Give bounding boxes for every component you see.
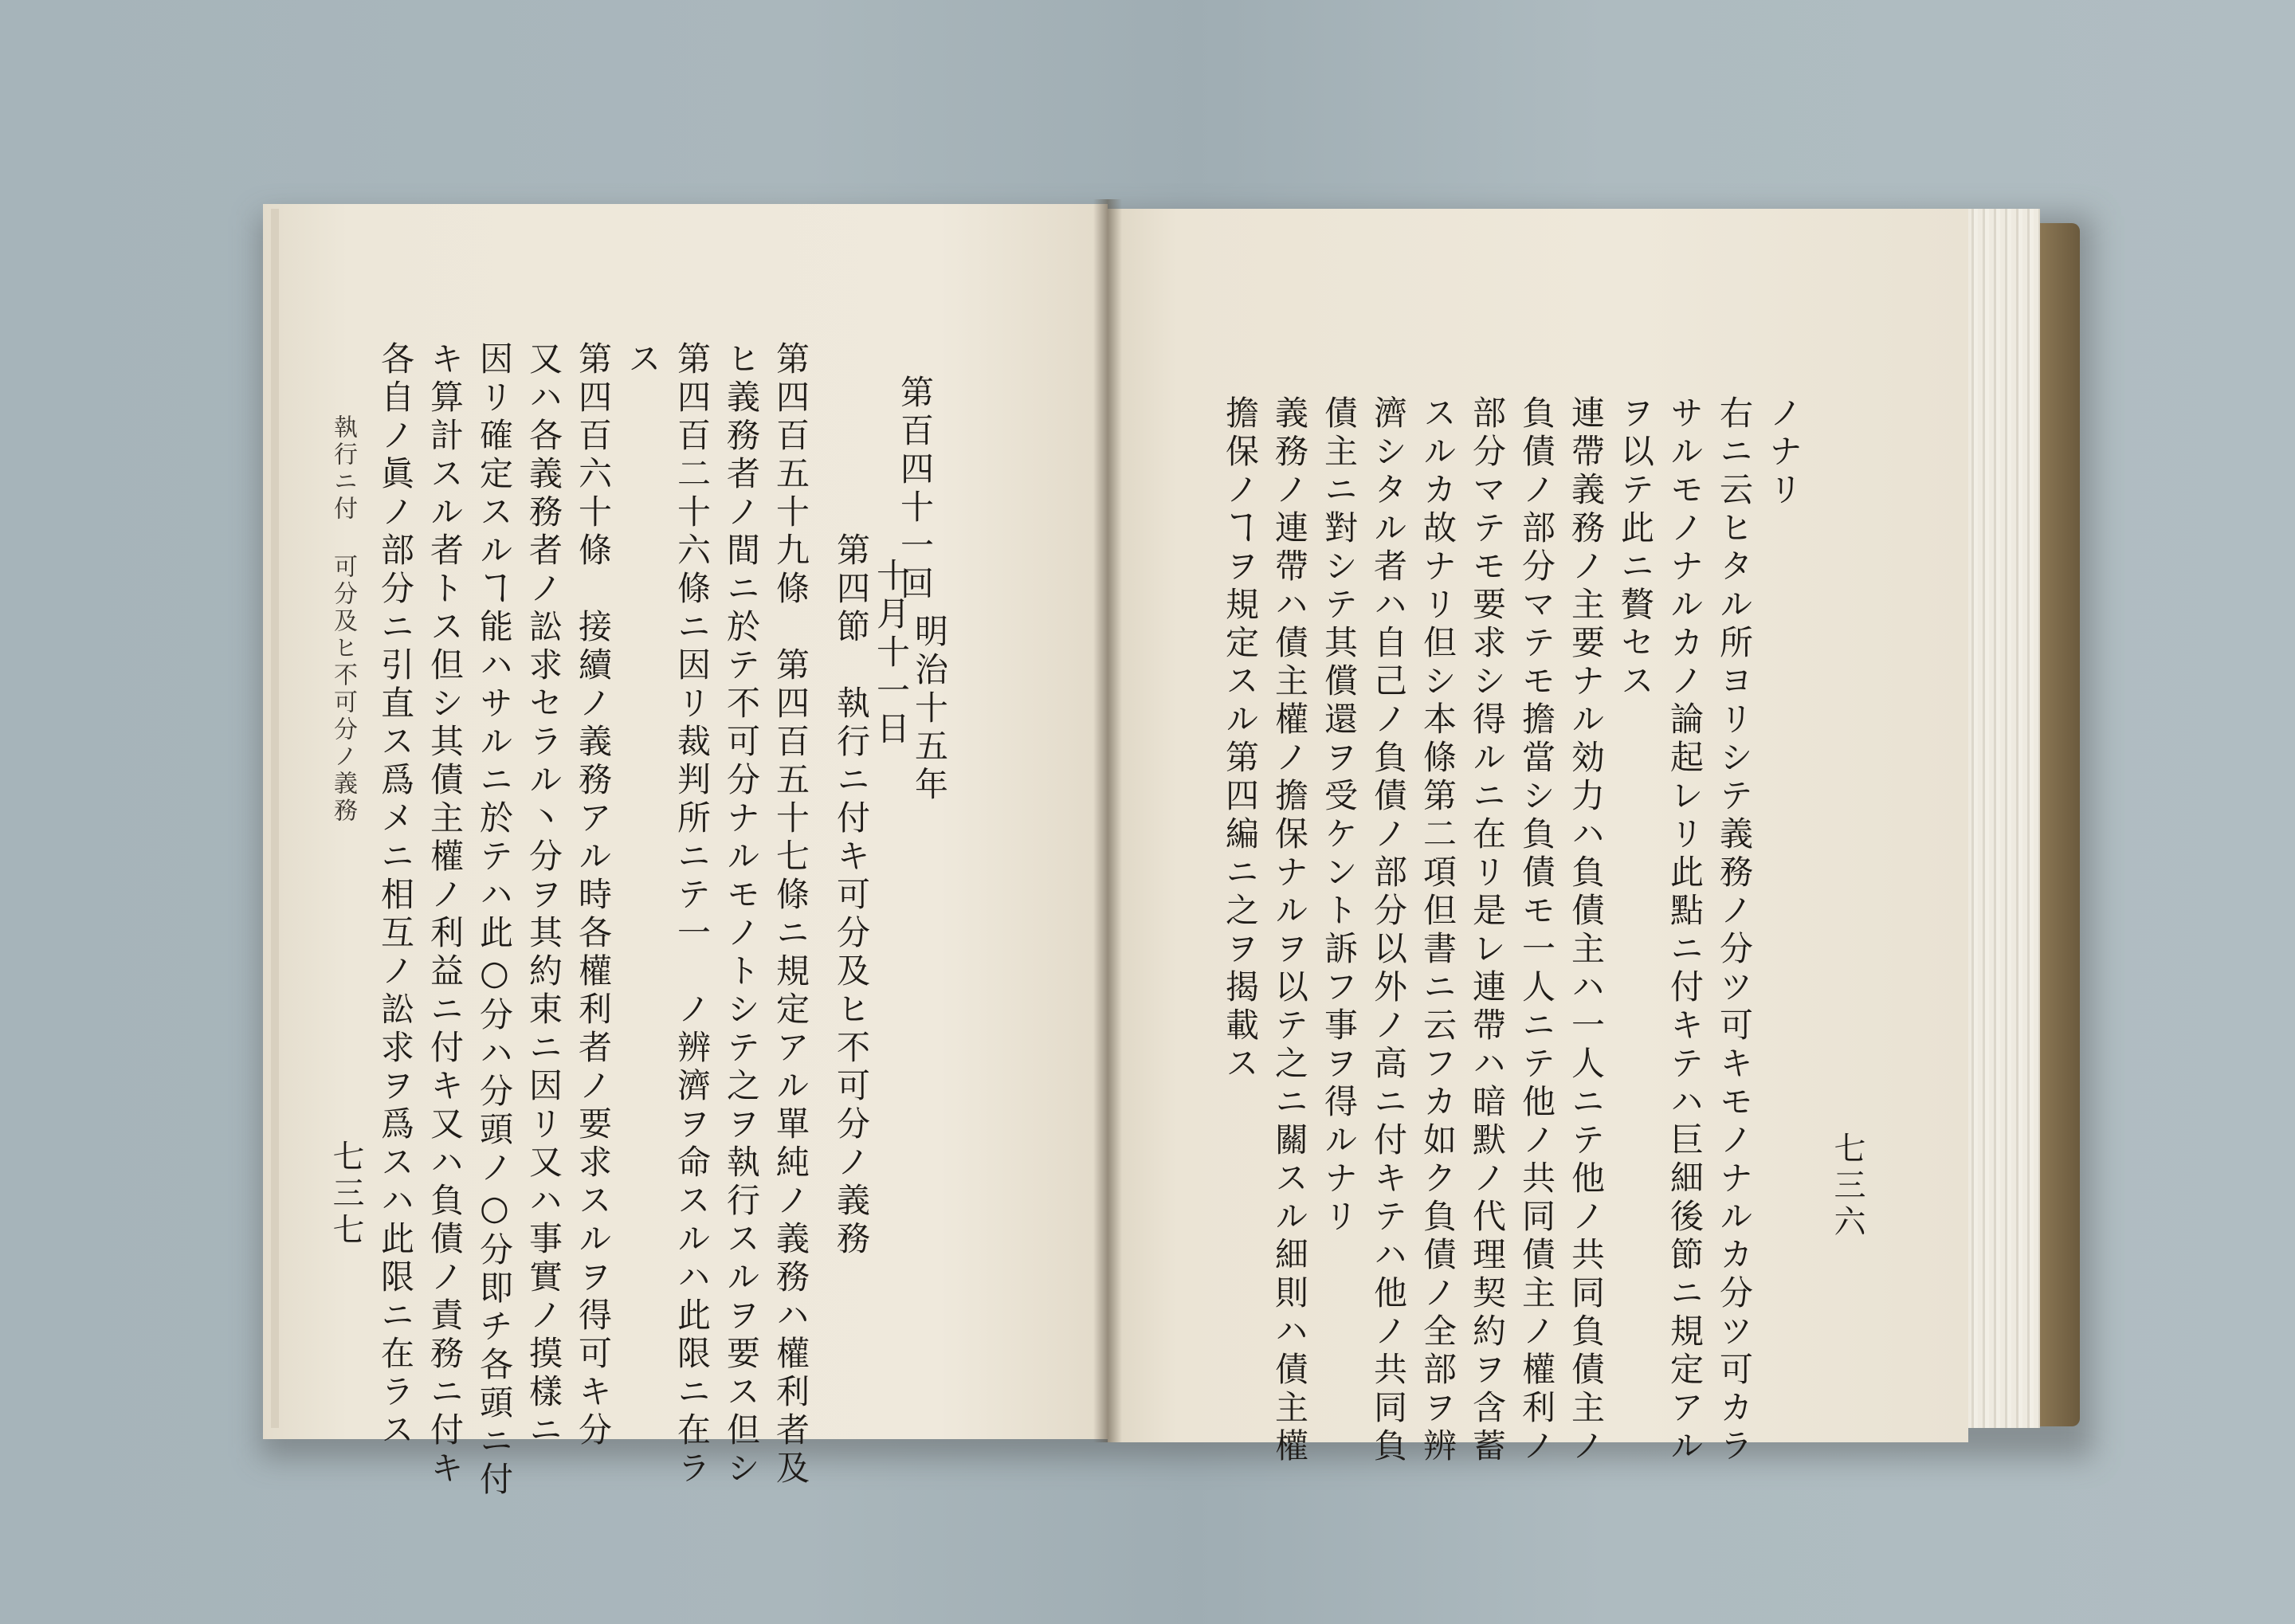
session-year: 明治十五年: [910, 614, 949, 805]
left-page-edge: [271, 209, 279, 1428]
article-heading: 第四百五十九條 第四百五十七條ニ規定アル單純ノ義務ハ權利者及: [771, 341, 810, 1489]
text-line: ヒ義務者ノ間ニ於テ不可分ナルモノトシテ之ヲ執行スルヲ要ス但シ: [722, 341, 761, 1489]
text-line: ヲ以テ此ニ贅セス: [1616, 395, 1655, 701]
text-line: 各自ノ眞ノ部分ニ引直ス爲メニ相互ノ訟求ヲ爲スハ此限ニ在ラス: [376, 341, 415, 1450]
text-line: 負債ノ部分マテモ擔當シ負債モ一人ニテ他ノ共同債主ノ權利ノ: [1517, 395, 1556, 1466]
article-heading: 第四百六十條 接續ノ義務アル時各權利者ノ要求スルヲ得可キ分: [574, 341, 613, 1450]
text-line: 擔保ノヿヲ規定スル第四編ニ之ヲ揭載ス: [1221, 395, 1260, 1084]
session-number: 第百四十一回: [896, 375, 935, 604]
section-heading: 第四節 執行ニ付キ可分及ヒ不可分ノ義務: [832, 532, 871, 1259]
text-line: 右ニ云ヒタル所ヨリシテ義務ノ分ツ可キモノナルカ分ツ可カラ: [1715, 395, 1754, 1466]
text-line: 濟シタル者ハ自己ノ負債ノ部分以外ノ高ニ付キテハ他ノ共同負: [1369, 395, 1408, 1466]
text-line: 又ハ各義務者ノ訟求セラル丶分ヲ其約束ニ因リ又ハ事實ノ摸樣ニ: [524, 341, 563, 1450]
page-number-left: 七三七: [328, 1140, 364, 1249]
session-date: 十月十一日: [872, 558, 911, 749]
text-line: 第四百二十六條ニ因リ裁判所ニテ一 ノ辨濟ヲ命スルハ此限ニ在ラ: [673, 341, 712, 1489]
text-line: 因リ確定スルヿ能ハサルニ於テハ此○分ハ分頭ノ○分即チ各頭ニ付: [475, 341, 514, 1500]
page-number-right: 七三六: [1829, 1132, 1865, 1242]
text-line: 債主ニ對シテ其償還ヲ受ケント訴フ事ヲ得ルナリ: [1320, 395, 1359, 1237]
text-line: 義務ノ連帶ハ債主權ノ擔保ナルヲ以テ之ニ關スル細則ハ債主權: [1270, 395, 1309, 1466]
running-head: 執行ニ付 可分及ヒ不可分ノ義務: [329, 414, 357, 825]
text-line: 連帶義務ノ主要ナル効力ハ負債主ハ一人ニテ他ノ共同負債主ノ: [1567, 395, 1606, 1466]
book-gutter: [1093, 199, 1122, 1442]
text-line: 部分マテモ要求シ得ルニ在リ是レ連帶ハ暗默ノ代理契約ヲ含蓄: [1468, 395, 1507, 1466]
text-line: ス: [623, 341, 662, 379]
text-line: キ算計スル者トス但シ其債主權ノ利益ニ付キ又ハ負債ノ責務ニ付キ: [426, 341, 465, 1489]
text-line: ノナリ: [1764, 395, 1803, 510]
text-line: スルカ故ナリ但シ本條第二項但書ニ云フカ如ク負債ノ全部ヲ辨: [1418, 395, 1457, 1466]
text-line: サルモノナルカノ論起レリ此點ニ付キテハ巨細後節ニ規定アル: [1665, 395, 1705, 1466]
